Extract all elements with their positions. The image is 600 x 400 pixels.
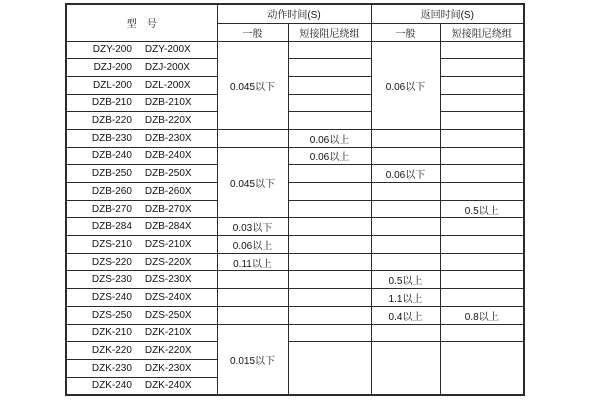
- model-cell: [66, 183, 217, 201]
- model-cell: [66, 306, 217, 324]
- model-cell: [66, 253, 217, 271]
- ret-damped-cell: 0.5以上: [440, 200, 524, 218]
- model-name-x: DZS-220X: [144, 256, 192, 268]
- act-general-cell: [217, 289, 288, 307]
- model-name-x: DZS-240X: [144, 291, 192, 303]
- ret-damped-cell: [440, 289, 524, 307]
- act-damped-cell: [288, 342, 371, 395]
- ret-damped-cell: [440, 253, 524, 271]
- act-damped-cell: [288, 324, 371, 342]
- model-name-x: DZB-260X: [144, 185, 192, 197]
- ret-general-cell: [371, 324, 440, 342]
- model-pair: [67, 221, 217, 232]
- model-pair: [67, 204, 217, 215]
- model-pair: [67, 150, 217, 161]
- model-cell: [66, 218, 217, 236]
- model-name-x: DZK-210X: [144, 327, 192, 339]
- act-damped-cell: [288, 41, 371, 59]
- header-row-1: [66, 4, 524, 23]
- act-general-cell: 0.045以下: [217, 147, 288, 218]
- table-row: [66, 236, 524, 254]
- model-cell: [66, 359, 217, 377]
- model-name: DZB-230: [91, 132, 132, 144]
- ret-general-cell: 0.5以上: [371, 271, 440, 289]
- model-cell: [66, 129, 217, 147]
- act-damped-cell: [288, 76, 371, 94]
- table-row: [66, 41, 524, 59]
- model-name: DZY-200: [92, 44, 132, 56]
- act-damped-cell: [288, 236, 371, 254]
- act-damped-cell: [288, 289, 371, 307]
- act-damped-cell: [288, 200, 371, 218]
- act-damped-cell: [288, 253, 371, 271]
- model-name-x: DZB-220X: [144, 115, 192, 127]
- act-general-cell: 0.06以上: [217, 236, 288, 254]
- model-name: DZJ-200: [93, 62, 132, 74]
- model-name: DZB-240: [91, 150, 132, 162]
- model-name: DZB-284: [91, 221, 132, 233]
- ret-damped-cell: [440, 76, 524, 94]
- model-cell: [66, 147, 217, 165]
- act-general-cell: 0.03以下: [217, 218, 288, 236]
- ret-general-cell: [371, 200, 440, 218]
- model-pair: [67, 62, 217, 73]
- model-cell: [66, 271, 217, 289]
- ret-damped-cell: [440, 324, 524, 342]
- model-name-x: DZB-240X: [144, 150, 192, 162]
- header-act-general: 一般: [217, 23, 288, 41]
- header-action-time: 动作时间(S): [217, 4, 371, 23]
- model-name: DZS-210: [91, 238, 132, 250]
- header-return-time: 返回时间(S): [371, 4, 524, 23]
- ret-damped-cell: [440, 59, 524, 77]
- ret-damped-cell: [440, 271, 524, 289]
- act-damped-cell: 0.06以上: [288, 147, 371, 165]
- model-cell: [66, 76, 217, 94]
- table-row: [66, 324, 524, 342]
- model-pair: [67, 292, 217, 303]
- model-cell: [66, 59, 217, 77]
- model-name-x: DZS-210X: [144, 238, 192, 250]
- model-pair: [67, 239, 217, 250]
- act-damped-cell: [288, 59, 371, 77]
- act-damped-cell: [288, 112, 371, 130]
- model-name-x: DZB-210X: [144, 97, 192, 109]
- act-damped-cell: 0.06以上: [288, 129, 371, 147]
- model-name-x: DZJ-200X: [144, 62, 190, 74]
- table-row: [66, 165, 524, 183]
- table-row: [66, 147, 524, 165]
- ret-general-cell: [371, 147, 440, 165]
- ret-damped-cell: [440, 236, 524, 254]
- model-pair: [67, 133, 217, 144]
- model-pair: [67, 186, 217, 197]
- model-pair: [67, 363, 217, 374]
- model-name-x: DZY-200X: [144, 44, 191, 56]
- model-cell: [66, 236, 217, 254]
- act-damped-cell: [288, 183, 371, 201]
- table-row: [66, 342, 524, 360]
- model-cell: [66, 41, 217, 59]
- ret-damped-cell: [440, 342, 524, 395]
- model-name-x: DZB-230X: [144, 132, 192, 144]
- model-name-x: DZS-230X: [144, 274, 192, 286]
- act-general-cell: [217, 306, 288, 324]
- model-name: DZK-220: [91, 345, 132, 357]
- act-general-cell: [217, 271, 288, 289]
- table-row: [66, 289, 524, 307]
- model-name: DZB-210: [91, 97, 132, 109]
- model-name-x: DZL-200X: [144, 79, 191, 91]
- table-row: [66, 59, 524, 77]
- table-row: [66, 306, 524, 324]
- table-row: [66, 76, 524, 94]
- model-name: DZK-230: [91, 362, 132, 374]
- model-cell: [66, 165, 217, 183]
- model-pair: [67, 310, 217, 321]
- model-pair: [67, 80, 217, 91]
- act-general-cell: 0.015以下: [217, 324, 288, 395]
- ret-general-cell: [371, 218, 440, 236]
- model-pair: [67, 345, 217, 356]
- model-name: DZB-250: [91, 168, 132, 180]
- table-row: [66, 218, 524, 236]
- ret-general-cell: [371, 342, 440, 395]
- model-pair: [67, 168, 217, 179]
- model-pair: [67, 327, 217, 338]
- table-row: [66, 271, 524, 289]
- ret-general-cell: [371, 129, 440, 147]
- model-pair: [67, 380, 217, 391]
- model-name: DZL-200: [93, 79, 132, 91]
- ret-general-cell: 0.4以上: [371, 306, 440, 324]
- ret-damped-cell: [440, 41, 524, 59]
- model-name: DZB-270: [91, 203, 132, 215]
- header-act-damped: 短接阻尼绕组: [288, 23, 371, 41]
- ret-damped-cell: [440, 129, 524, 147]
- ret-damped-cell: 0.8以上: [440, 306, 524, 324]
- act-general-cell: 0.045以下: [217, 41, 288, 129]
- model-name: DZS-230: [91, 274, 132, 286]
- act-general-cell: [217, 129, 288, 147]
- model-cell: [66, 200, 217, 218]
- ret-damped-cell: [440, 112, 524, 130]
- model-name: DZS-220: [91, 256, 132, 268]
- model-cell: [66, 324, 217, 342]
- table-row: [66, 129, 524, 147]
- header-model: 型 号: [66, 4, 217, 41]
- ret-general-cell: [371, 236, 440, 254]
- table-row: [66, 112, 524, 130]
- model-name: DZB-220: [91, 115, 132, 127]
- model-name-x: DZS-250X: [144, 309, 192, 321]
- ret-general-cell: [371, 253, 440, 271]
- model-name: DZS-240: [91, 291, 132, 303]
- spec-table: [65, 3, 525, 396]
- model-name-x: DZB-284X: [144, 221, 192, 233]
- ret-damped-cell: [440, 165, 524, 183]
- ret-general-cell: 1.1以上: [371, 289, 440, 307]
- model-cell: [66, 94, 217, 112]
- model-pair: [67, 115, 217, 126]
- ret-general-cell: [371, 183, 440, 201]
- model-name-x: DZB-250X: [144, 168, 192, 180]
- model-pair: [67, 257, 217, 268]
- model-name: DZK-240: [91, 380, 132, 392]
- model-name-x: DZK-230X: [144, 362, 192, 374]
- ret-damped-cell: [440, 94, 524, 112]
- table-row: [66, 183, 524, 201]
- header-ret-damped: 短接阻尼绕组: [440, 23, 524, 41]
- ret-general-cell: 0.06以下: [371, 165, 440, 183]
- act-damped-cell: [288, 218, 371, 236]
- ret-damped-cell: [440, 218, 524, 236]
- model-pair: [67, 44, 217, 55]
- model-pair: [67, 97, 217, 108]
- model-name-x: DZK-220X: [144, 345, 192, 357]
- act-damped-cell: [288, 306, 371, 324]
- model-name-x: DZK-240X: [144, 380, 192, 392]
- header-ret-general: 一般: [371, 23, 440, 41]
- act-damped-cell: [288, 271, 371, 289]
- model-cell: [66, 289, 217, 307]
- act-general-cell: 0.11以上: [217, 253, 288, 271]
- model-cell: [66, 377, 217, 395]
- ret-damped-cell: [440, 183, 524, 201]
- model-name-x: DZB-270X: [144, 203, 192, 215]
- model-cell: [66, 112, 217, 130]
- model-name: DZB-260: [91, 185, 132, 197]
- act-damped-cell: [288, 165, 371, 183]
- model-cell: [66, 342, 217, 360]
- ret-general-cell: 0.06以下: [371, 41, 440, 129]
- act-damped-cell: [288, 94, 371, 112]
- model-name: DZK-210: [91, 327, 132, 339]
- table-row: [66, 200, 524, 218]
- model-name: DZS-250: [91, 309, 132, 321]
- model-pair: [67, 274, 217, 285]
- table-row: [66, 94, 524, 112]
- table-row: [66, 253, 524, 271]
- ret-damped-cell: [440, 147, 524, 165]
